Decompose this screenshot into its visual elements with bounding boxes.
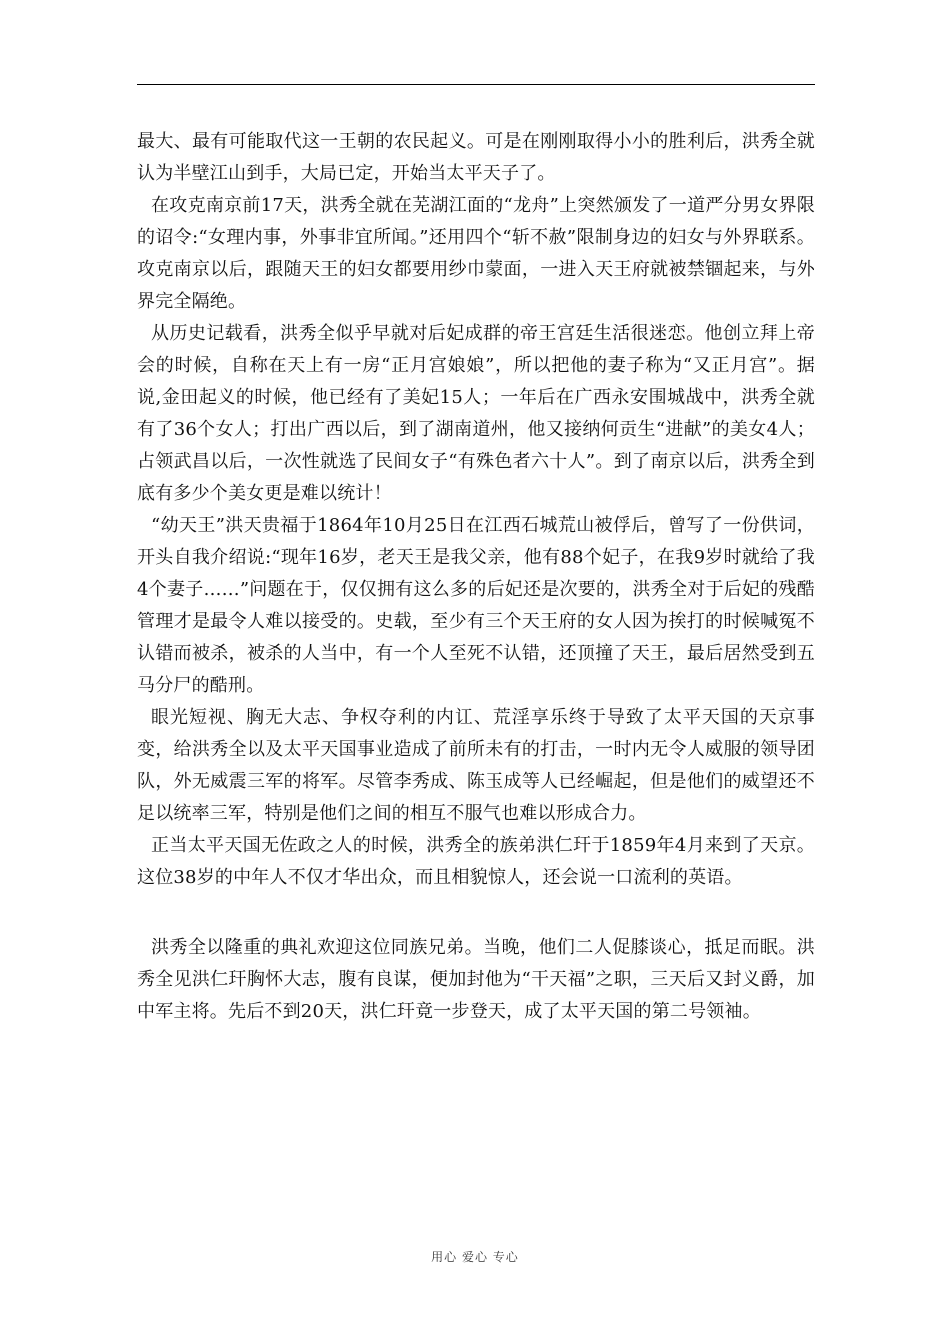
paragraph-2: 在攻克南京前17天，洪秀全就在芜湖江面的“龙舟”上突然颁发了一道严分男女界限的诏令:“女理内事，外事非宜所闻。”还用四个“斩不赦”限制身边的妇女与外界联系。攻克南京以后，跟随天王的妇女都要用纱巾蒙面，一进入天王府就被禁锢起来，与外界完全隔绝。	[137, 195, 815, 312]
paragraph-7: 洪秀全以隆重的典礼欢迎这位同族兄弟。当晚，他们二人促膝谈心，抵足而眠。洪秀全见洪仁玕胸怀大志，腹有良谋，便加封他为“干天福”之职，三天后又封义爵，加中军主将。先后不到20天，洪仁玕竟一步登天，成了太平天国的第二号领袖。	[137, 937, 815, 1022]
paragraph-4: “幼天王”洪天贵福于1864年10月25日在江西石城荒山被俘后，曾写了一份供词，开头自我介绍说:“现年16岁，老天王是我父亲，他有88个妃子，在我9岁时就给了我4个妻子……”问题在于，仅仅拥有这么多的后妃还是次要的，洪秀全对于后妃的残酷管理才是最令人难以接受的。史载，至少有三个天王府的女人因为挨打的时候喊冤不认错而被杀，被杀的人当中，有一个人至死不认错，还顶撞了天王，最后居然受到五马分尸的酷刑。	[137, 515, 815, 696]
header-rule	[137, 84, 815, 85]
paragraph-1: 最大、最有可能取代这一王朝的农民起义。可是在刚刚取得小小的胜利后，洪秀全就认为半壁江山到手，大局已定，开始当太平天子了。	[137, 131, 815, 184]
paragraph-3: 从历史记载看，洪秀全似乎早就对后妃成群的帝王宫廷生活很迷恋。他创立拜上帝会的时候，自称在天上有一房“正月宫娘娘”，所以把他的妻子称为“又正月宫”。据说,金田起义的时候，他已经有了美妃15人；一年后在广西永安围城战中，洪秀全就有了36个女人；打出广西以后，到了湖南道州，他又接纳何贡生“进献”的美女4人；占领武昌以后，一次性就选了民间女子“有殊色者六十人”。到了南京以后，洪秀全到底有多少个美女更是难以统计！	[137, 323, 815, 504]
paragraph-6: 正当太平天国无佐政之人的时候，洪秀全的族弟洪仁玕于1859年4月来到了天京。这位38岁的中年人不仅才华出众，而且相貌惊人，还会说一口流利的英语。	[137, 835, 815, 888]
page-footer: 用心 爱心 专心	[431, 1250, 519, 1264]
paragraph-5: 眼光短视、胸无大志、争权夺利的内讧、荒淫享乐终于导致了太平天国的天京事变，给洪秀全以及太平天国事业造成了前所未有的打击，一时内无令人威服的领导团队，外无威震三军的将军。尽管李秀成、陈玉成等人已经崛起，但是他们的威望还不足以统率三军，特别是他们之间的相互不服气也难以形成合力。	[137, 707, 815, 824]
document-body	[137, 126, 815, 1028]
